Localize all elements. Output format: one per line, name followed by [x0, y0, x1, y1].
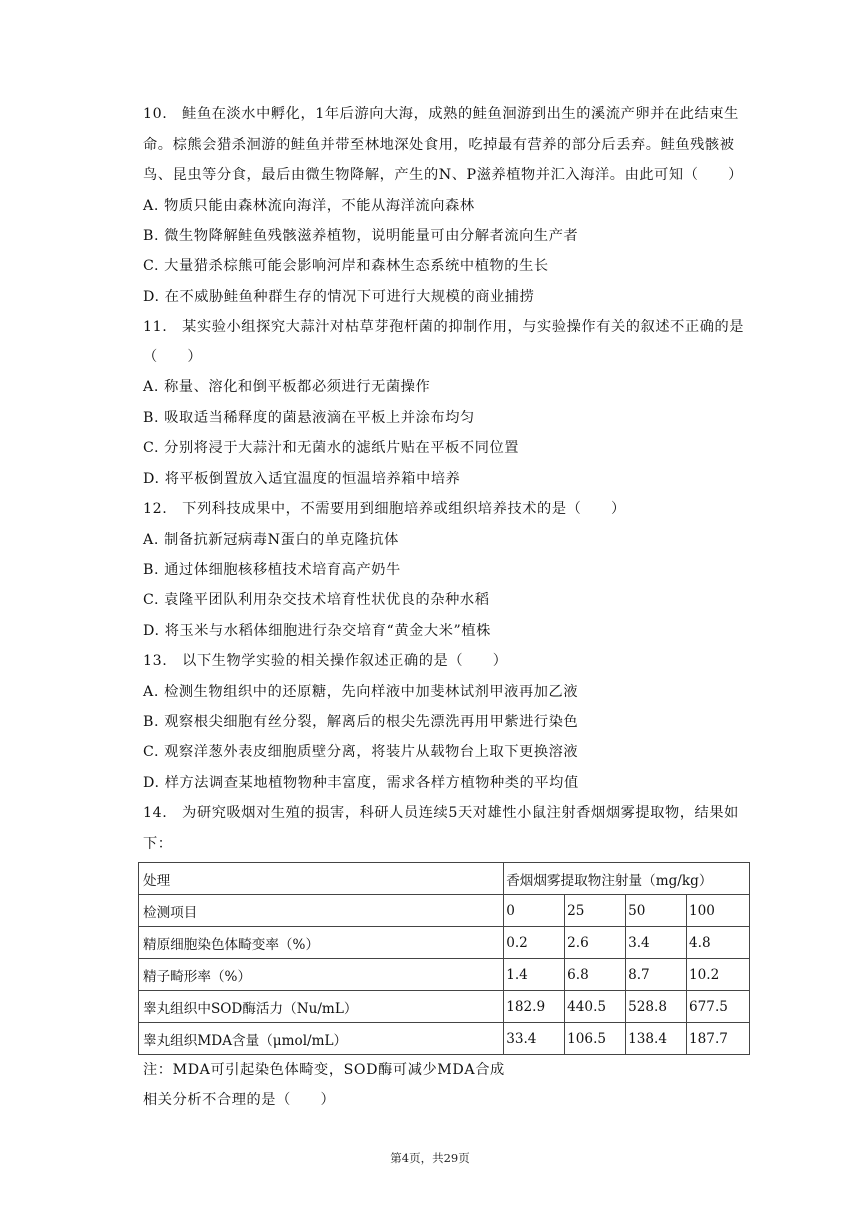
q11-option-a: A. 称量、溶化和倒平板都必须进行无菌操作	[143, 379, 431, 395]
table-row	[139, 1023, 750, 1055]
q12-option-d: D. 将玉米与水稻体细胞进行杂交培育“黄金大米”植株	[143, 623, 491, 639]
table-cell: 3.4	[626, 927, 687, 959]
q12-line-1: 12. 下列科技成果中，不需要用到细胞培养或组织培养技术的是（ ）	[143, 501, 626, 517]
table-row	[139, 959, 750, 991]
table-cell: 106.5	[565, 1023, 626, 1055]
table-cell: 4.8	[687, 927, 750, 959]
q12-option-a: A. 制备抗新冠病毒N蛋白的单克隆抗体	[143, 532, 399, 548]
dose-cell: 100	[687, 895, 750, 927]
q10-option-c: C. 大量猎杀棕熊可能会影响河岸和森林生态系统中植物的生长	[143, 258, 549, 274]
row-label: 精原细胞染色体畸变率（%）	[139, 927, 504, 959]
q12-option-b: B. 通过体细胞核移植技术培育高产奶牛	[143, 562, 401, 578]
q13-option-a: A. 检测生物组织中的还原糖，先向样液中加斐林试剂甲液再加乙液	[143, 684, 579, 700]
table-cell: 440.5	[565, 991, 626, 1023]
q10-option-a: A. 物质只能由森林流向海洋，不能从海洋流向森林	[143, 198, 475, 214]
table-row	[139, 991, 750, 1023]
table-cell: 182.9	[504, 991, 565, 1023]
table-row	[139, 927, 750, 959]
dose-cell: 0	[504, 895, 565, 927]
q10-option-b: B. 微生物降解鲑鱼残骸滋养植物，说明能量可由分解者流向生产者	[143, 228, 579, 244]
q13-option-c: C. 观察洋葱外表皮细胞质壁分离，将装片从载物台上取下更换溶液	[143, 744, 579, 760]
dose-cell: 25	[565, 895, 626, 927]
q14-line-2: 下：	[143, 836, 173, 852]
row-label: 睾丸组织中SOD酶活力（Nu/mL）	[139, 991, 504, 1023]
q11-option-b: B. 吸取适当稀释度的菌悬液滴在平板上并涂布均匀	[143, 410, 475, 426]
table-cell: 8.7	[626, 959, 687, 991]
q14-line-1: 14. 为研究吸烟对生殖的损害，科研人员连续5天对雄性小鼠注射香烟烟雾提取物，结果如	[143, 805, 739, 821]
q13-line-1: 13. 以下生物学实验的相关操作叙述正确的是（ ）	[143, 653, 508, 669]
table-cell: 677.5	[687, 991, 750, 1023]
row-label: 精子畸形率（%）	[139, 959, 504, 991]
q14-question-tail: 相关分析不合理的是（ ）	[143, 1092, 336, 1108]
q11-option-c: C. 分别将浸于大蒜汁和无菌水的滤纸片贴在平板不同位置	[143, 440, 520, 456]
page-footer: 第4页，共29页	[390, 1151, 470, 1165]
q11-line-2: （ ）	[143, 349, 203, 365]
table-cell: 10.2	[687, 959, 750, 991]
table-header-row	[139, 863, 750, 895]
q12-option-c: C. 袁隆平团队利用杂交技术培育性状优良的杂种水稻	[143, 592, 490, 608]
table-cell: 528.8	[626, 991, 687, 1023]
table-cell: 138.4	[626, 1023, 687, 1055]
table-cell: 187.7	[687, 1023, 750, 1055]
table-cell: 1.4	[504, 959, 565, 991]
table-dose-row	[139, 895, 750, 927]
table-corner-bottom: 检测项目	[139, 895, 504, 927]
row-label: 睾丸组织MDA含量（μmol/mL）	[139, 1023, 504, 1055]
table-note: 注：MDA可引起染色体畸变，SOD酶可减少MDA合成	[143, 1062, 505, 1078]
table-cell: 6.8	[565, 959, 626, 991]
q10-line-1: 10. 鲑鱼在淡水中孵化，1年后游向大海，成熟的鲑鱼洄游到出生的溪流产卵并在此结束生	[143, 106, 739, 122]
table-cell: 33.4	[504, 1023, 565, 1055]
q11-line-1: 11. 某实验小组探究大蒜汁对枯草芽孢杆菌的抑制作用，与实验操作有关的叙述不正确的是	[143, 319, 745, 335]
dose-cell: 50	[626, 895, 687, 927]
q11-option-d: D. 将平板倒置放入适宜温度的恒温培养箱中培养	[143, 471, 461, 487]
q13-option-b: B. 观察根尖细胞有丝分裂，解离后的根尖先漂洗再用甲紫进行染色	[143, 714, 579, 730]
table-cell: 0.2	[504, 927, 565, 959]
q13-option-d: D. 样方法调查某地植物物种丰富度，需求各样方植物种类的平均值	[143, 775, 579, 791]
table-corner-top: 处理	[139, 863, 504, 895]
table-group-header: 香烟烟雾提取物注射量（mg/kg）	[504, 863, 750, 895]
results-table	[138, 862, 750, 1055]
q10-line-3: 鸟、昆虫等分食，最后由微生物降解，产生的N、P滋养植物并汇入海洋。由此可知（ ）	[143, 167, 743, 183]
q10-line-2: 命。棕熊会猎杀洄游的鲑鱼并带至林地深处食用，吃掉最有营养的部分后丢弃。鲑鱼残骸被	[143, 137, 735, 153]
table-cell: 2.6	[565, 927, 626, 959]
q10-option-d: D. 在不威胁鲑鱼种群生存的情况下可进行大规模的商业捕捞	[143, 289, 535, 305]
